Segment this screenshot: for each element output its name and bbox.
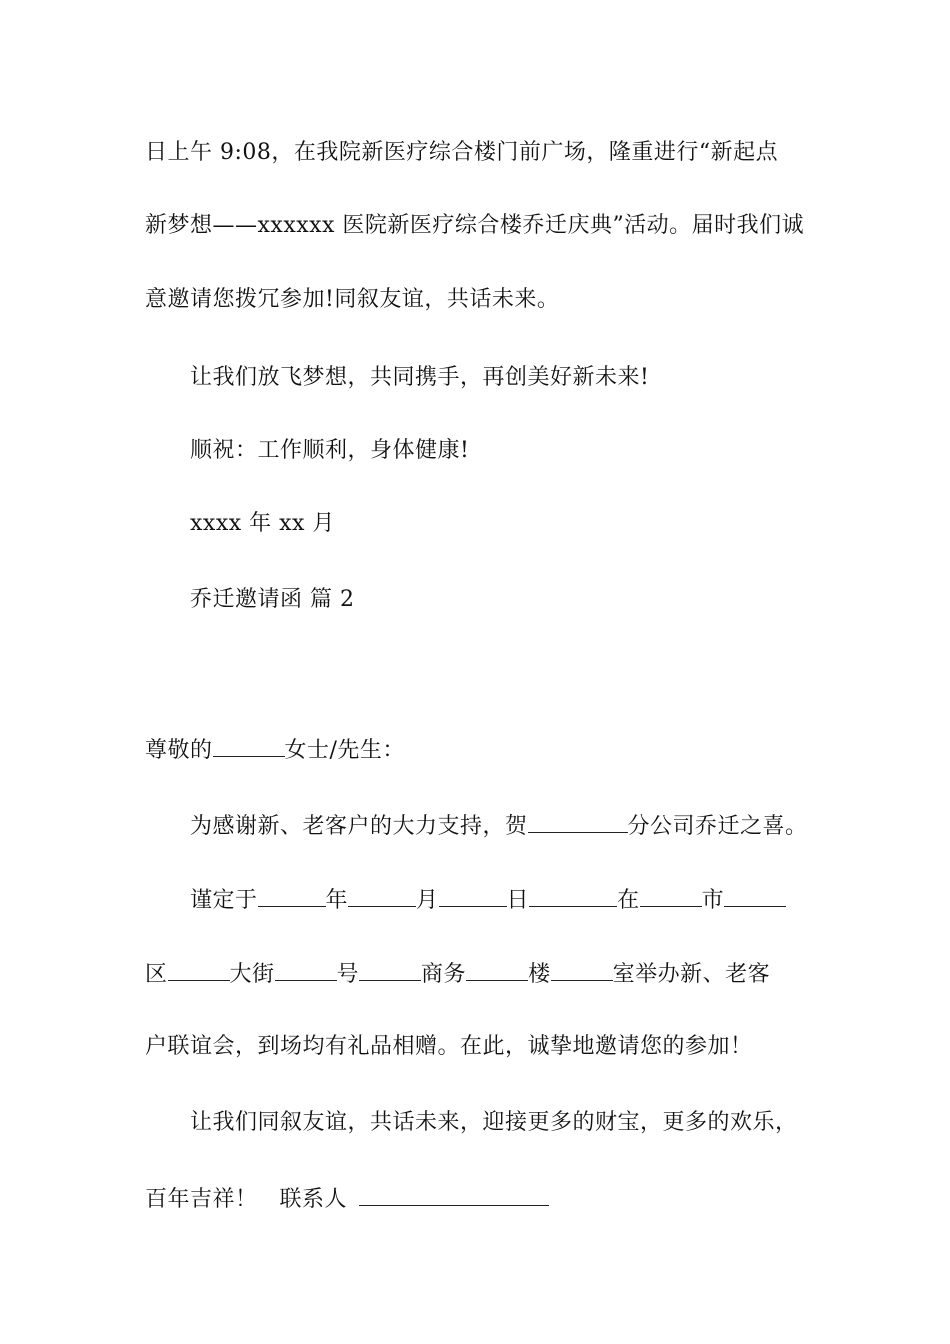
day-label: 日 xyxy=(506,888,530,913)
party-line: 户联谊会，到场均有礼品相赠。在此，诚挚地邀请您的参加！ xyxy=(145,1034,753,1059)
address-line xyxy=(145,958,815,990)
paragraph-line-5: 顺祝：工作顺利，身体健康! xyxy=(190,438,470,463)
schedule-line xyxy=(190,884,860,916)
business-label: 商务 xyxy=(421,962,467,987)
paragraph-line-2: 新梦想——xxxxxx 医院新医疗综合楼乔迁庆典”活动。届时我们诚 xyxy=(145,213,805,238)
street-label: 大街 xyxy=(229,962,275,987)
number-label: 号 xyxy=(336,962,360,987)
contact-label: 联系人 xyxy=(279,1187,348,1212)
street-blank xyxy=(168,958,230,981)
month-label: 月 xyxy=(416,888,439,913)
name-blank xyxy=(213,734,285,757)
number-blank xyxy=(275,958,337,981)
section-heading: 乔迁邀请函 篇 2 xyxy=(190,587,355,612)
year-label: 年 xyxy=(325,888,349,913)
contact-blank xyxy=(359,1183,549,1206)
thanks-text: 为感谢新、老客户的大力支持，贺 xyxy=(190,814,528,839)
district-blank xyxy=(724,884,786,907)
building-blank xyxy=(466,958,528,981)
city-blank xyxy=(640,884,702,907)
salutation-line xyxy=(145,734,815,766)
day-blank xyxy=(439,884,507,907)
closing-line-2 xyxy=(145,1183,815,1215)
paragraph-line-3: 意邀请您拨冗参加!同叙友谊，共话未来。 xyxy=(145,287,560,312)
salutation-prefix: 尊敬的 xyxy=(145,738,213,763)
at-label: 在 xyxy=(617,888,640,913)
schedule-prefix: 谨定于 xyxy=(190,888,258,913)
month-blank xyxy=(348,884,416,907)
building-label: 楼 xyxy=(528,962,551,987)
paragraph-line-4: 让我们放飞梦想，共同携手，再创美好新未来! xyxy=(190,365,650,390)
date-line: xxxx 年 xx 月 xyxy=(190,511,335,536)
salutation-suffix: 女士/先生： xyxy=(284,738,405,763)
thanks-suffix: 分公司乔迁之喜。 xyxy=(627,814,808,839)
room-label: 室举办新、老客 xyxy=(612,962,771,987)
closing-blessing: 百年吉祥！ xyxy=(145,1187,258,1212)
room-blank xyxy=(551,958,613,981)
thanks-line xyxy=(190,810,860,842)
paragraph-line-1: 日上午 9:08，在我院新医疗综合楼门前广场，隆重进行“新起点 xyxy=(145,140,779,165)
business-blank xyxy=(359,958,421,981)
city-label: 市 xyxy=(701,888,725,913)
year-blank xyxy=(258,884,326,907)
time-blank xyxy=(529,884,617,907)
company-blank xyxy=(528,810,628,833)
closing-line-1: 让我们同叙友谊，共话未来，迎接更多的财宝，更多的欢乐， xyxy=(190,1110,798,1135)
district-label: 区 xyxy=(145,962,168,987)
